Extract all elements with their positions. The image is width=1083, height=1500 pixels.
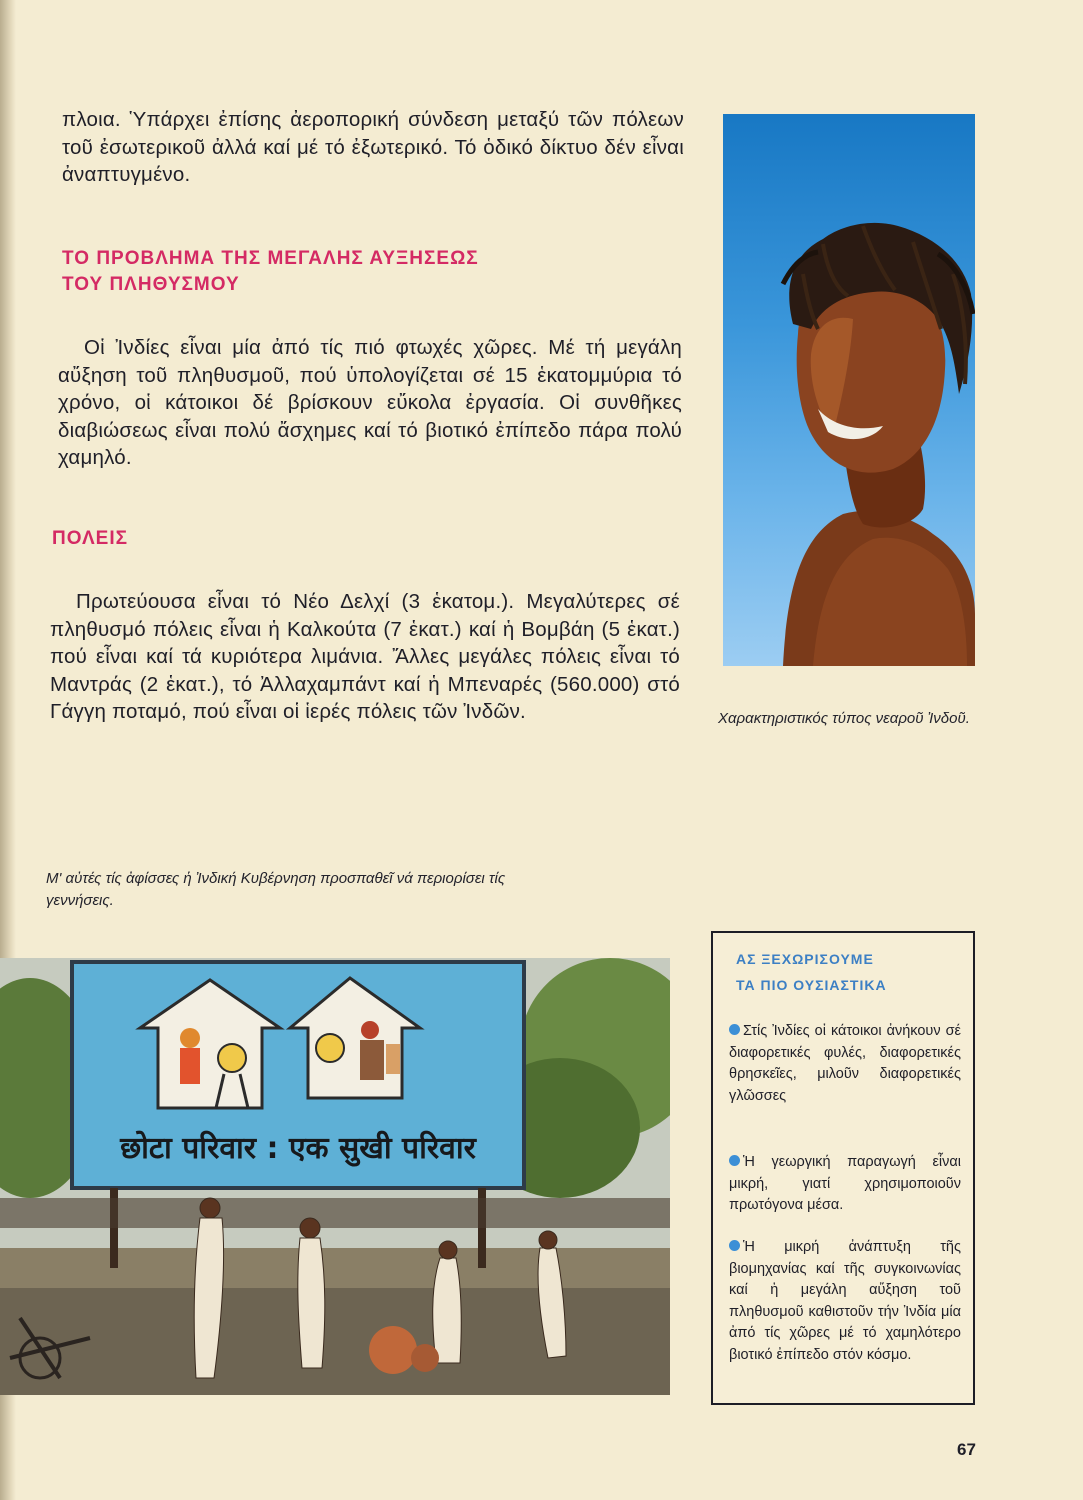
intro-paragraph: πλοια. Ὑπάρχει ἐπίσης ἀεροπορική σύνδεση μεταξύ τῶν πόλεων τοῦ ἐσωτερικοῦ ἀλλά καί μέ τό ἐξωτερικό. Τό ὁδικό δίκτυο δέν εἶναι ἀναπτυγμένο. bbox=[62, 108, 684, 186]
poster-photo-caption: Μ' αὐτές τίς ἀφίσσες ἡ Ἰνδική Κυβέρνηση προσπαθεῖ νά περιορίσει τίς γεννήσεις. bbox=[46, 870, 506, 909]
young-man-photo bbox=[723, 114, 975, 666]
key-point-text: Στίς Ἰνδίες οἱ κάτοικοι ἀνήκουν σέ διαφορετικές φυλές, διαφορετικές θρησκεῖες, μιλοῦν διαφορετικές γλῶσσες bbox=[729, 1023, 961, 1104]
page-number: 67 bbox=[957, 1440, 976, 1459]
poster-photo-illustration bbox=[0, 958, 670, 1395]
population-heading-line1: ΤΟ ΠΡΟΒΛΗΜΑ ΤΗΣ ΜΕΓΑΛΗΣ ΑΥΞΗΣΕΩΣ bbox=[62, 248, 479, 269]
young-man-photo-caption: Χαρακτηριστικός τύπος νεαροῦ Ἰνδοῦ. bbox=[718, 710, 970, 727]
key-point-text: Ἡ μικρή ἀνάπτυξη τῆς βιομηχανίας καί τῆς συγκοινωνίας καί ἡ μεγάλη αὔξηση τοῦ πληθυσμοῦ καθιστοῦν τήν Ἰνδία μία ἀπό τίς χῶρες μέ τό χαμηλότερο βιοτικό ἐπίπεδο στόν κόσμο. bbox=[729, 1239, 961, 1363]
key-point-text: Ἡ γεωργική παραγωγή εἶναι μικρή, γιατί χρησιμοποιοῦν πρωτόγονα μέσα. bbox=[729, 1154, 961, 1213]
key-point-item bbox=[729, 1152, 961, 1217]
key-points-title-line1: ΑΣ ΞΕΧΩΡΙΣΟΥΜΕ bbox=[736, 951, 874, 967]
family-planning-poster-photo bbox=[0, 958, 670, 1395]
key-points-title-line2: ΤΑ ΠΙΟ ΟΥΣΙΑΣΤΙΚΑ bbox=[736, 977, 887, 993]
key-point-item bbox=[729, 1021, 961, 1107]
population-paragraph: Οἱ Ἰνδίες εἶναι μία ἀπό τίς πιό φτωχές χῶρες. Μέ τή μεγάλη αὔξηση τοῦ πληθυσμοῦ, πού ὑπολογίζεται σέ 15 ἑκατομμύρια τό χρόνο, οἱ κάτοικοι δέ βρίσκουν εὔκολα ἐργασία. Οἱ συνθῆκες διαβιώσεως εἶναι πολύ ἄσχημες καί τό βιοτικό ἐπίπεδο πάρα πολύ χαμηλό. bbox=[58, 336, 682, 469]
cities-heading: ΠΟΛΕΙΣ bbox=[52, 528, 129, 549]
cities-paragraph: Πρωτεύουσα εἶναι τό Νέο Δελχί (3 ἑκατομ.). Μεγαλύτερες σέ πληθυσμό πόλεις εἶναι ἡ Καλκούτα (7 ἑκατ.) καί ἡ Βομβάη (5 ἑκατ.) πού εἶναι καί τά κυριότερα λιμάνια. Ἄλλες μεγάλες πόλεις εἶναι τό Μαντράς (2 ἑκατ.), τό Ἀλλαχαμπάντ καί ἡ Μπεναρές (560.000) στό Γάγγη ποταμό, πού εἶναι οἱ ἱερές πόλεις τῶν Ἰνδῶν. bbox=[50, 590, 680, 723]
key-point-item bbox=[729, 1237, 961, 1366]
bullet-dot-icon bbox=[729, 1155, 740, 1166]
young-man-photo-illustration bbox=[723, 114, 975, 666]
bullet-dot-icon bbox=[729, 1240, 740, 1251]
population-heading-line2: ΤΟΥ ΠΛΗΘΥΣΜΟΥ bbox=[62, 274, 240, 295]
key-points-box bbox=[711, 931, 975, 1405]
bullet-dot-icon bbox=[729, 1024, 740, 1035]
poster-sign-text: छोटा परिवार : एक सुखी परिवार bbox=[120, 1131, 476, 1166]
